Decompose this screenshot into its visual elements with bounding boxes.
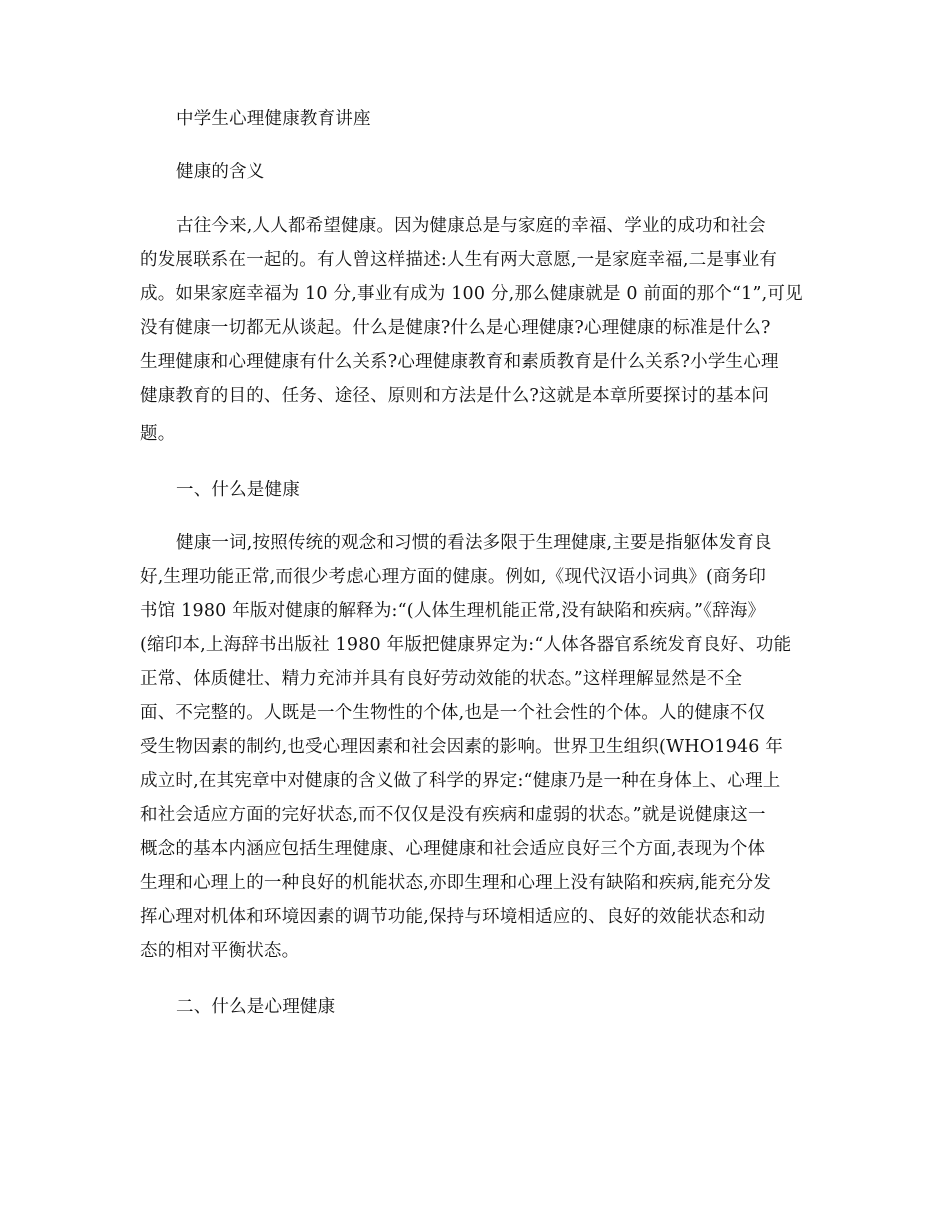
intro-line: 生理健康和心理健康有什么关系?心理健康教育和素质教育是什么关系?小学生心理 [140,352,779,372]
section-heading-2: 二、什么是心理健康 [176,997,336,1017]
section1-line: 生理和心理上的一种良好的机能状态,亦即生理和心理上没有缺陷和疾病,能充分发 [140,873,772,893]
section1-line: 正常、体质健壮、精力充沛并具有良好劳动效能的状态。”这样理解显然是不全 [140,669,743,689]
section1-line: 好,生理功能正常,而很少考虑心理方面的健康。例如,《现代汉语小词典》(商务印 [140,567,767,587]
section1-line: 挥心理对机体和环境因素的调节功能,保持与环境相适应的、良好的效能状态和动 [140,907,766,927]
section1-line: 态的相对平衡状态。 [140,941,300,961]
document-subtitle: 健康的含义 [176,162,265,182]
intro-line: 题。 [140,424,176,444]
section1-line: 健康一词,按照传统的观念和习惯的看法多限于生理健康,主要是指躯体发育良 [176,533,772,553]
intro-line: 的发展联系在一起的。有人曾这样描述:人生有两大意愿,一是家庭幸福,二是事业有 [140,250,778,270]
intro-line: 古往今来,人人都希望健康。因为健康总是与家庭的幸福、学业的成功和社会 [176,216,766,236]
section-heading-1: 一、什么是健康 [176,480,300,500]
section1-line: 成立时,在其宪章中对健康的含义做了科学的界定:“健康乃是一种在身体上、心理上 [140,771,781,791]
intro-line: 成。如果家庭幸福为 10 分,事业有成为 100 分,那么健康就是 0 前面的那个“1”,可见 [140,284,803,304]
section1-line: 受生物因素的制约,也受心理因素和社会因素的影响。世界卫生组织(WHO1946 年 [140,737,784,757]
section1-line: 面、不完整的。人既是一个生物性的个体,也是一个社会性的个体。人的健康不仅 [140,703,766,723]
section1-line: (缩印本,上海辞书出版社 1980 年版把健康界定为:“人体各器官系统发育良好、功能 [140,635,792,655]
document-title: 中学生心理健康教育讲座 [176,109,371,129]
section1-line: 和社会适应方面的完好状态,而不仅仅是没有疾病和虚弱的状态。”就是说健康这一 [140,805,766,825]
section1-line: 概念的基本内涵应包括生理健康、心理健康和社会适应良好三个方面,表现为个体 [140,839,766,859]
section1-line: 书馆 1980 年版对健康的解释为:“(人体生理机能正常,没有缺陷和疾病。”《辞海》 [140,601,766,621]
intro-line: 健康教育的目的、任务、途径、原则和方法是什么?这就是本章所要探讨的基本问 [140,386,770,406]
intro-line: 没有健康一切都无从谈起。什么是健康?什么是心理健康?心理健康的标准是什么? [140,318,771,338]
